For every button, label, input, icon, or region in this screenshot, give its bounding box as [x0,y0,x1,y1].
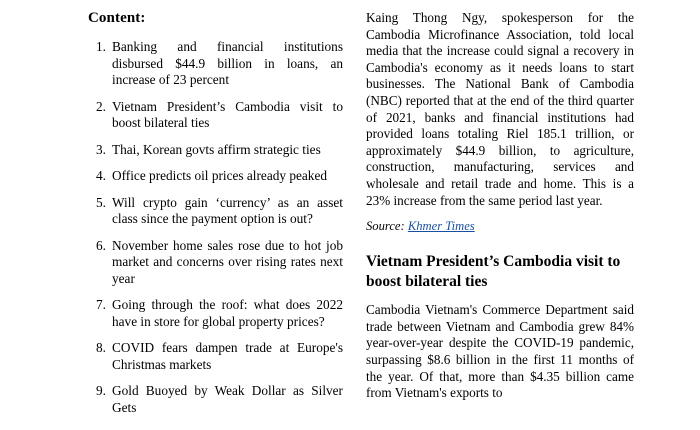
list-item[interactable] [88,297,343,330]
list-item-number: 1. [96,39,106,54]
list-item[interactable] [88,142,343,159]
list-item-label: Banking and financial institutions disbursed $44.9 billion in loans, an increase of 23 percent [112,39,343,87]
list-item-label: Vietnam President’s Cambodia visit to boost bilateral ties [112,98,343,130]
source-line [366,219,634,234]
list-item-label: Will crypto gain ‘currency’ as an asset class since the payment option is out? [112,194,343,226]
article-heading: Vietnam President’s Cambodia visit to boost bilateral ties [366,253,621,291]
list-item-label: Thai, Korean govts affirm strategic ties [112,141,321,157]
list-item-number: 5. [96,194,106,210]
list-item-number: 4. [96,168,106,183]
list-item[interactable] [88,195,343,228]
list-item-number: 6. [96,237,106,253]
article-paragraph: Cambodia Vietnam's Commerce Department said trade between Vietnam and Cambodia grew 84% year-over-year despite the COVID-19 pandemic, surpassing $8.6 billion in the first 11 months of the year. Of that, more than $4.35 billion came from Vietnam's exports to [366,302,634,401]
list-item[interactable] [88,340,343,373]
list-item-number: 8. [96,340,106,355]
list-item[interactable] [88,383,343,416]
list-item-number: 3. [96,141,106,157]
list-item-label: Going through the roof: what does 2022 have in store for global property prices? [112,297,343,329]
list-item-label: Gold Buoyed by Weak Dollar as Silver Gets [112,383,343,415]
list-item[interactable] [88,39,343,89]
list-item-label: November home sales rose due to hot job market and concerns over rising rates next year [112,237,343,286]
list-item[interactable] [88,99,343,132]
list-item[interactable] [88,168,343,185]
left-column [88,10,343,426]
article-paragraph: Kaing Thong Ngy, spokesperson for the Cambodia Microfinance Association, told local media that the increase could signal a recovery in Cambodia's economy as it needs loans to start businesses. The National Bank of Cambodia (NBC) reported that at the end of the third quarter of 2021, banks and financial institutions had provided loans totaling Riel 185.1 trillion, or approximately $44.9 billion, to agriculture, construction, manufacturing, services and wholesale and retail trade and home. This is a 23% increase from the same period last year. [366,10,634,208]
list-item-number: 2. [96,98,106,114]
source-label: Source: [366,219,405,234]
list-item[interactable] [88,238,343,288]
content-list [88,39,343,416]
list-item-label: Office predicts oil prices already peaked [112,168,327,183]
list-item-label: COVID fears dampen trade at Europe's Christmas markets [112,340,343,372]
source-link[interactable]: Khmer Times [407,219,475,234]
right-column [366,10,634,412]
content-heading: Content: [88,10,146,26]
list-item-number: 9. [96,383,106,398]
list-item-number: 7. [96,297,106,312]
